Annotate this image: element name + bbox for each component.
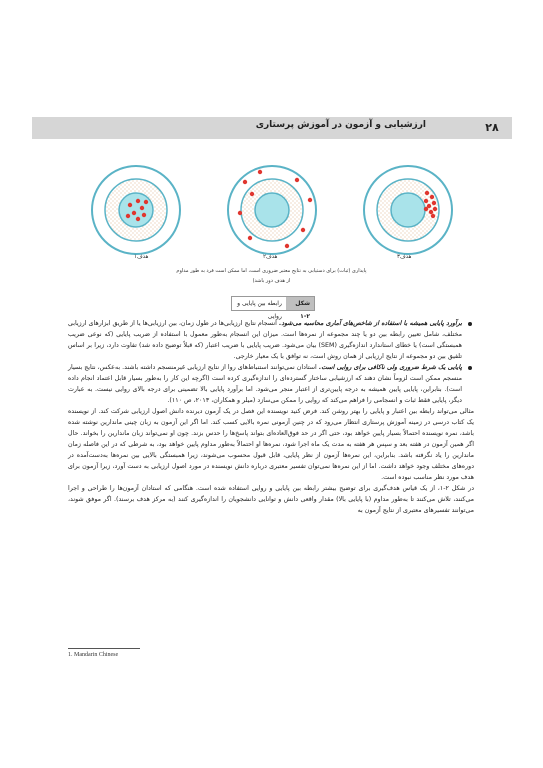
bullet-reliability-validity bbox=[68, 362, 474, 406]
figure-targets bbox=[90, 158, 470, 278]
bullet-2-text: استادان نمی‌توانند استنباط‌های روا از نتایج ارزیابی غیرمنسجم داشته باشند. به‌عکس، نتایج بسیار منسجم ممکن است لزوماً نشان دهند که ارزشیابی ساختار گسترده‌ای را اندازه‌گیری کرده است (اگرچه این کار را به‌طور بسیار قابل اعتماد انجام داده است). بنابراین، پایایی پایین همیشه به درجه پایین‌تری از اعتبار منجر می‌شود. اما برآورد پایایی بالا تضمینی برای درجه بالای روایی نیست. به عبارت دیگر، پایایی فقط ثبات و انسجامی را فراهم می‌کند که روایی را ممکن می‌سازد (میلر و همکاران، ۲۰۱۳، ص ۱۱۰). bbox=[68, 364, 462, 404]
footnote: 1. Mandarin Chinese bbox=[68, 652, 119, 658]
target-2 bbox=[228, 166, 316, 254]
footnote-divider bbox=[68, 648, 140, 649]
page-number: ۲۸ bbox=[485, 121, 499, 134]
figure-label bbox=[231, 296, 315, 320]
paragraph-example: مثالی می‌تواند رابطه بین اعتبار و پایایی را بهتر روشن کند. فرض کنید نویسنده این فصل در یک آزمون دیرنده دانش اصول ارزیابی شرکت کند. از نویسنده یک کتاب درسی در زمینه آموزش پرستاری انتظار می‌رود که در چنین آزمونی نمره بالایی کسب کند. اما اگر این آزمون به زبان چینی ماندارین نوشته شده باشد، نمره نویسنده احتمالاً بسیار پایین خواهد بود، حتی اگر در حد فوق‌العاده‌ای بتواند پاسخ‌ها را حدس بزند. چون او نمی‌تواند زبان ماندارین را بخواند. حال اگر همین آزمون در هفته بعد و سپس هر هفته به مدت یک ماه اجرا شود، نمره‌ها او احتمالاً به‌طور مداوم پایین خواهد بود، به شرطی که در این فاصله زمان ماندارین را یاد نگرفته باشد. بنابراین، این نمره‌ها آزمون از نظر پایایی، قابل قبول محسوب می‌شوند، زیرا همبستگی بالایی بین نمره‌ها به‌دست‌آمده در دوره‌های مختلف وجود خواهد داشت. اما از این نمره‌ها نمی‌توان تفسیر معتبری درباره دانش نویسنده در مورد اصول ارزیابی به دست آورد، زیرا آزمون برای هدف مورد نظر مناسب نبوده است. bbox=[68, 408, 474, 481]
figure-number: شکل ۲-۱ bbox=[286, 297, 314, 310]
figure-caption-line1: پایداری (ثبات) برای دستیابی به نتایج معتبر ضروری است، اما ممکن است فرد به طور مداوم bbox=[176, 268, 367, 274]
target-1 bbox=[92, 166, 180, 254]
body-text bbox=[68, 318, 474, 516]
target-1-label: هدف۱ bbox=[134, 254, 149, 260]
bullet-1-text: انسجام نتایج ارزیابی‌ها در طول زمان، بین ارزیابی‌ها یا از طریق ابزارهای ارزیابی مختلف، شامل تعیین رابطه بین دو یا چند مجموعه از نمره‌ها است. میزان این انسجام به‌طور معمول با استفاده از ضریب پایایی (که نوعی ضریب همبستگی است) یا خطای استاندارد اندازه‌گیری (SEM) بیان می‌شود. ضریب پایایی با ضریب اعتبار (که قبلاً توضیح داده شد) تفاوت دارد، زیرا بر اساس تلفیق بین دو مجموعه از نتایج ارزیابی از همان روش است، نه توافق با یک معیار خارجی. bbox=[68, 320, 462, 360]
bullet-reliability-statistics bbox=[68, 318, 474, 362]
bullet-1-lead: برآورد پایایی همیشه با استفاده از شاخص‌های آماری محاسبه می‌شود. bbox=[278, 320, 462, 327]
figure-title: رابطه بین پایایی و روایی bbox=[237, 300, 282, 320]
target-3-label: هدف۳ bbox=[397, 254, 412, 260]
targets-illustration bbox=[90, 158, 470, 278]
bullet-2-lead: پایایی یک شرط ضروری ولی ناکافی برای روایی است. bbox=[318, 364, 462, 371]
page-header bbox=[32, 117, 512, 139]
target-3 bbox=[364, 166, 452, 254]
target-2-label: هدف۲ bbox=[263, 254, 278, 260]
paragraph-target-analogy: در شکل ۲-۱، از یک قیاس هدف‌گیری برای توضیح بیشتر رابطه بین پایایی و روایی استفاده شده است. هنگامی که استادان آزمون‌ها را طراحی و اجرا می‌کنند، تلاش می‌کنند تا به‌طور مداوم (با پایایی بالا) مقدار واقعی دانش و توانایی دانشجویان را اندازه‌گیری کنند (به مرکز هدف برسند). اگر موفق شوند، می‌توانند تفسیرهای معتبری از نتایج آزمون به bbox=[68, 485, 474, 514]
figure-caption-line2: از هدف دور باشد) bbox=[252, 278, 291, 284]
running-title: ارزشیابی و آزمون در آموزش پرستاری bbox=[255, 120, 426, 130]
